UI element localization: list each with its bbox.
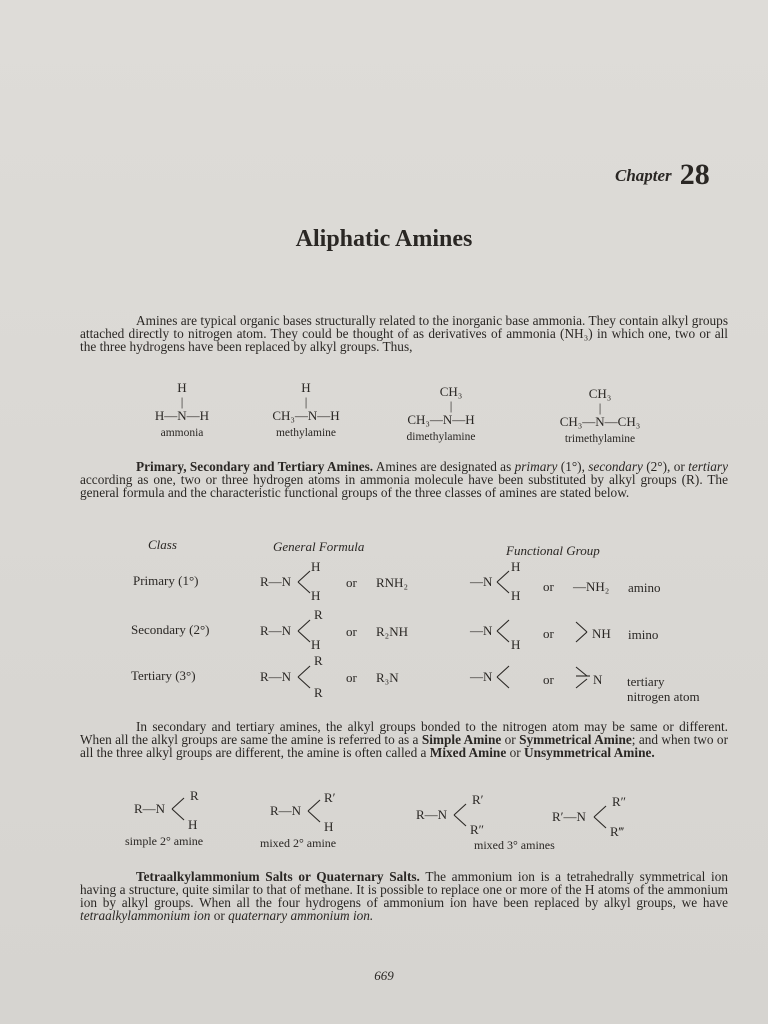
intro-paragraph bbox=[80, 314, 728, 353]
chapter-header bbox=[615, 158, 710, 192]
secondary-group-name: imino bbox=[628, 627, 659, 642]
mixed-term: Mixed Amine bbox=[429, 745, 507, 760]
mixed-3-caption: mixed 3° amines bbox=[474, 838, 555, 852]
svg-text:H: H bbox=[511, 559, 521, 574]
methylamine-formula: CH₃—N—H bbox=[272, 408, 340, 423]
svg-text:R: R bbox=[314, 653, 323, 668]
svg-text:H: H bbox=[311, 559, 321, 574]
methylamine-top-atom: H bbox=[301, 380, 311, 395]
svg-text:H: H bbox=[311, 637, 321, 652]
secondary-functional-group bbox=[469, 620, 587, 652]
ammonia-top-atom: H bbox=[177, 380, 187, 395]
ammonia-caption: ammonia bbox=[160, 427, 204, 439]
trimethylamine-caption: trimethylamine bbox=[564, 433, 636, 445]
svg-text:R″: R″ bbox=[612, 794, 627, 809]
header-class: Class bbox=[148, 537, 177, 552]
quaternary-body: The ammonium ion is a tetrahedrally symmetrical ion having a structure, quite similar to that of methane. It is possible to replace one or more of the H atoms of the ammonium ion by alkyl groups. When all the four hydrogens of ammonium ion have been replaced by alkyl groups, we have bbox=[80, 869, 728, 910]
or-1: or bbox=[346, 575, 357, 590]
secondary-term: secondary bbox=[588, 459, 643, 474]
classes-text-3: (2°), or bbox=[646, 459, 685, 474]
ammonia-formula: H—N—H bbox=[154, 408, 210, 423]
svg-text:H: H bbox=[324, 819, 334, 834]
classes-text-1: Amines are designated as bbox=[375, 459, 512, 474]
mixed-amine-structures bbox=[120, 786, 680, 836]
dimethylamine-caption: dimethylamine bbox=[406, 431, 476, 443]
primary-group-formula: —NH₂ bbox=[573, 579, 610, 594]
simple-2-amine bbox=[134, 788, 199, 832]
svg-text:R: R bbox=[314, 685, 323, 700]
or-4: or bbox=[543, 626, 554, 641]
mixed-text-1: In secondary and tertiary amines, the alkyl groups bonded to the nitrogen atom may be same or different. When all the alkyl groups are same the amine is referred to as a bbox=[80, 719, 728, 747]
svg-text:—N: —N bbox=[470, 574, 493, 589]
svg-text:R—N: R—N bbox=[260, 574, 292, 589]
quaternary-paragraph bbox=[80, 870, 728, 922]
header-general-formula: General Formula bbox=[273, 539, 365, 554]
svg-text:H: H bbox=[511, 588, 521, 603]
header-functional-group: Functional Group bbox=[506, 543, 600, 558]
quaternary-text bbox=[80, 870, 728, 922]
tertiary-functional-group bbox=[469, 666, 590, 688]
primary-term: primary bbox=[514, 459, 558, 474]
row-label-primary: Primary (1°) bbox=[133, 573, 199, 588]
page-number: 669 bbox=[374, 968, 394, 983]
bond-line: | bbox=[304, 394, 308, 409]
chapter-number: 28 bbox=[679, 158, 710, 191]
bond-line: | bbox=[180, 394, 184, 409]
tertiary-term: tertiary bbox=[688, 459, 729, 474]
or-2: or bbox=[543, 579, 554, 594]
symmetrical-term: Symmetrical Amine bbox=[519, 732, 632, 747]
classes-paragraph bbox=[80, 460, 728, 499]
bond-line: | bbox=[449, 398, 453, 413]
or-6: or bbox=[543, 672, 554, 687]
dimethylamine-formula: CH₃—N—H bbox=[407, 412, 475, 427]
chapter-label: Chapter bbox=[615, 166, 672, 185]
quaternary-heading: Tetraalkylammonium Salts or Quaternary Salts. bbox=[136, 869, 420, 884]
tertiary-general-formula bbox=[260, 653, 323, 700]
classes-heading: Primary, Secondary and Tertiary Amines. bbox=[136, 459, 374, 474]
svg-text:H: H bbox=[311, 588, 321, 603]
mixed-paragraph bbox=[80, 720, 728, 759]
svg-text:R′—N: R′—N bbox=[552, 809, 586, 824]
trimethylamine-top-atom: CH₃ bbox=[588, 386, 612, 401]
bond-line: | bbox=[598, 400, 602, 415]
mixed-3-amine-a bbox=[416, 792, 484, 836]
secondary-general-formula bbox=[260, 607, 323, 652]
mixed-2-caption: mixed 2° amine bbox=[260, 836, 337, 850]
intro-text: Amines are typical organic bases structurally related to the inorganic base ammonia. They contain alkyl groups attached directly to nitrogen atom. They could be thought of as derivatives of ammonia (NH₃) in which one, two or all the three hydrogens have been replaced by alkyl groups. Thus, bbox=[80, 313, 728, 354]
secondary-group-formula: NH bbox=[592, 626, 611, 641]
classes-text-2: (1°), bbox=[560, 459, 585, 474]
svg-text:R—N: R—N bbox=[260, 623, 292, 638]
primary-functional-group bbox=[469, 559, 520, 603]
svg-text:R—N: R—N bbox=[260, 669, 292, 684]
methylamine-caption: methylamine bbox=[275, 427, 337, 439]
mixed-text bbox=[80, 720, 728, 759]
svg-text:R″: R″ bbox=[470, 822, 485, 836]
simple-term: Simple Amine bbox=[421, 732, 502, 747]
simple-2-caption: simple 2° amine bbox=[125, 834, 204, 848]
mixed-text-2: ; and when two or all the three alkyl groups are different, the amine is often called a bbox=[80, 732, 728, 760]
primary-general-formula bbox=[260, 559, 320, 603]
trimethylamine-formula: CH₃—N—CH₃ bbox=[559, 414, 641, 429]
tertiary-group-formula: N bbox=[593, 672, 603, 687]
svg-text:R: R bbox=[190, 788, 199, 803]
dimethylamine-structure bbox=[386, 384, 496, 444]
svg-text:—N: —N bbox=[470, 623, 493, 638]
ammonia-structure bbox=[140, 380, 224, 440]
svg-text:R—N: R—N bbox=[270, 803, 302, 818]
methylamine-structure bbox=[256, 380, 356, 440]
svg-text:H: H bbox=[188, 817, 198, 832]
tertiary-group-name: tertiary bbox=[627, 674, 665, 689]
svg-text:R‴: R‴ bbox=[610, 824, 625, 836]
secondary-alt-formula: R₂NH bbox=[376, 624, 408, 639]
svg-text:R—N: R—N bbox=[134, 801, 166, 816]
classes-text-4: according as one, two or three hydrogen atoms in ammonia molecule have been substituted by alkyl groups (R). The general formula and the characteristic functional groups of the three classes of amines are stated below. bbox=[80, 472, 728, 500]
quaternary-term-1: tetraalkylammonium ion bbox=[80, 908, 211, 923]
svg-text:R—N: R—N bbox=[416, 807, 448, 822]
primary-alt-formula: RNH₂ bbox=[376, 575, 408, 590]
trimethylamine-structure bbox=[540, 386, 660, 446]
svg-text:—N: —N bbox=[470, 669, 493, 684]
row-label-tertiary: Tertiary (3°) bbox=[131, 668, 196, 683]
dimethylamine-top-atom: CH₃ bbox=[439, 384, 463, 399]
mixed-2-amine bbox=[270, 790, 336, 834]
unsym-term: Unsymmetrical Amine. bbox=[523, 745, 655, 760]
mixed-text-or: or bbox=[504, 732, 516, 747]
primary-group-name: amino bbox=[628, 580, 661, 595]
row-label-secondary: Secondary (2°) bbox=[131, 622, 210, 637]
quaternary-term-2: quaternary ammonium ion. bbox=[228, 908, 374, 923]
svg-text:H: H bbox=[511, 637, 521, 652]
svg-text:R′: R′ bbox=[324, 790, 336, 805]
or-5: or bbox=[346, 670, 357, 685]
quaternary-or: or bbox=[213, 908, 225, 923]
tertiary-group-name-2: nitrogen atom bbox=[627, 689, 700, 704]
classes-text bbox=[80, 460, 728, 499]
tertiary-alt-formula: R₃N bbox=[376, 670, 399, 685]
mixed-text-3: or bbox=[509, 745, 521, 760]
svg-text:R: R bbox=[314, 607, 323, 622]
svg-text:R′: R′ bbox=[472, 792, 484, 807]
page-title: Aliphatic Amines bbox=[295, 226, 473, 252]
mixed-3-amine-b bbox=[552, 794, 626, 836]
or-3: or bbox=[346, 624, 357, 639]
